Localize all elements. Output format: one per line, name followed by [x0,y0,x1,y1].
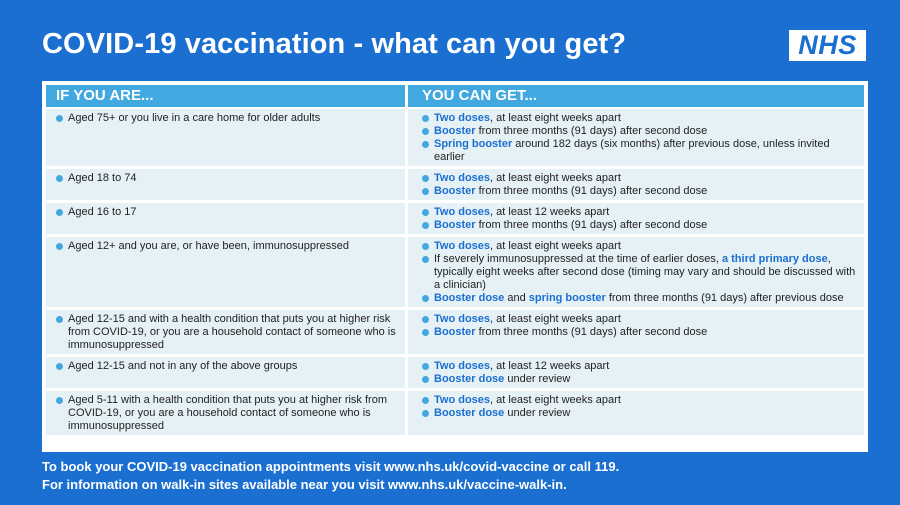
vaccine-text: , at least eight weeks apart [490,172,621,184]
vaccine-item [422,206,858,219]
table-row [46,203,864,234]
footer [42,458,619,494]
nhs-logo: NHS [789,30,866,61]
vaccine-text: , typically eight weeks after second dose (timing may vary and should be discussed with a clinician) [434,253,856,291]
vaccine-cell [408,109,864,166]
column-header-eligibility: IF YOU ARE... [46,85,405,107]
booking-info: To book your COVID-19 vaccination appointments visit www.nhs.uk/covid-vaccine or call 119. [42,459,620,474]
vaccine-item [422,253,858,292]
eligibility-cell [46,310,405,354]
eligibility-group: Aged 12-15 and not in any of the above groups [56,360,399,373]
eligibility-cell [46,169,405,200]
eligibility-group: Aged 12+ and you are, or have been, immunosuppressed [56,240,399,253]
table-row [46,357,864,388]
vaccine-highlight: Two doses [434,206,491,218]
vaccine-highlight: Two doses [434,394,491,406]
vaccine-text: under review [504,407,571,419]
table-row [46,310,864,354]
vaccine-item [422,313,858,326]
vaccine-text: , at least 12 weeks apart [490,360,610,372]
vaccine-item [422,219,858,232]
vaccine-item [422,240,858,253]
vaccine-highlight: Booster [434,125,476,137]
vaccine-highlight: Booster dose [434,292,505,304]
vaccine-text: from three months (91 days) after previous dose [605,292,844,304]
table-row [46,237,864,307]
vaccine-text: , at least eight weeks apart [490,240,621,252]
vaccine-text: , at least eight weeks apart [490,112,621,124]
table-body [46,109,864,435]
eligibility-table [42,81,868,452]
vaccine-text: , at least eight weeks apart [490,394,621,406]
vaccine-text: from three months (91 days) after second dose [475,185,708,197]
vaccine-text: around 182 days (six months) after previous dose, unless invited earlier [434,138,830,163]
vaccine-highlight: Spring booster [434,138,513,150]
vaccine-item [422,407,858,420]
vaccine-item [422,292,858,305]
table-row [46,169,864,200]
vaccine-cell [408,391,864,435]
vaccine-text: , at least 12 weeks apart [490,206,610,218]
vaccine-item [422,138,858,164]
vaccine-highlight: Two doses [434,240,491,252]
table-row [46,109,864,166]
eligibility-cell [46,109,405,166]
vaccine-highlight: Two doses [434,360,491,372]
vaccine-text: from three months (91 days) after second dose [475,326,708,338]
eligibility-cell [46,357,405,388]
eligibility-cell [46,203,405,234]
vaccine-cell [408,357,864,388]
vaccine-highlight: Two doses [434,172,491,184]
vaccine-highlight: spring booster [528,292,606,304]
eligibility-cell [46,237,405,307]
vaccine-item [422,125,858,138]
vaccine-item [422,112,858,125]
vaccine-item [422,394,858,407]
vaccine-highlight: Booster [434,219,476,231]
vaccine-highlight: Booster [434,185,476,197]
column-header-vaccines: YOU CAN GET... [408,85,864,107]
vaccine-highlight: Booster dose [434,373,505,385]
vaccine-text: under review [504,373,571,385]
vaccine-highlight: Two doses [434,313,491,325]
vaccine-item [422,373,858,386]
vaccine-highlight: Booster [434,326,476,338]
vaccine-cell [408,237,864,307]
eligibility-cell [46,391,405,435]
vaccine-text: , at least eight weeks apart [490,313,621,325]
walk-in-info: For information on walk-in sites available near you visit www.nhs.uk/vaccine-walk-in. [42,477,567,492]
vaccine-item [422,172,858,185]
table-row [46,391,864,435]
vaccine-cell [408,203,864,234]
vaccine-item [422,360,858,373]
eligibility-group: Aged 18 to 74 [56,172,399,185]
vaccine-text: and [504,292,529,304]
vaccine-item [422,326,858,339]
vaccine-text: from three months (91 days) after second dose [475,219,708,231]
eligibility-group: Aged 16 to 17 [56,206,399,219]
eligibility-group: Aged 75+ or you live in a care home for older adults [56,112,399,125]
vaccine-highlight: Two doses [434,112,491,124]
vaccine-highlight: Booster dose [434,407,505,419]
vaccine-text: from three months (91 days) after second dose [475,125,708,137]
eligibility-group: Aged 5-11 with a health condition that puts you at higher risk from COVID-19, or you are a household contact of someone who is immunosuppressed [56,394,399,433]
vaccine-cell [408,169,864,200]
eligibility-group: Aged 12-15 and with a health condition that puts you at higher risk from COVID-19, or you are a household contact of someone who is immunosuppressed [56,313,399,352]
vaccine-highlight: a third primary dose [721,253,828,265]
vaccine-text: If severely immunosuppressed at the time of earlier doses, [434,253,722,265]
vaccine-item [422,185,858,198]
vaccine-cell [408,310,864,354]
page-title: COVID-19 vaccination - what can you get? [42,28,627,60]
